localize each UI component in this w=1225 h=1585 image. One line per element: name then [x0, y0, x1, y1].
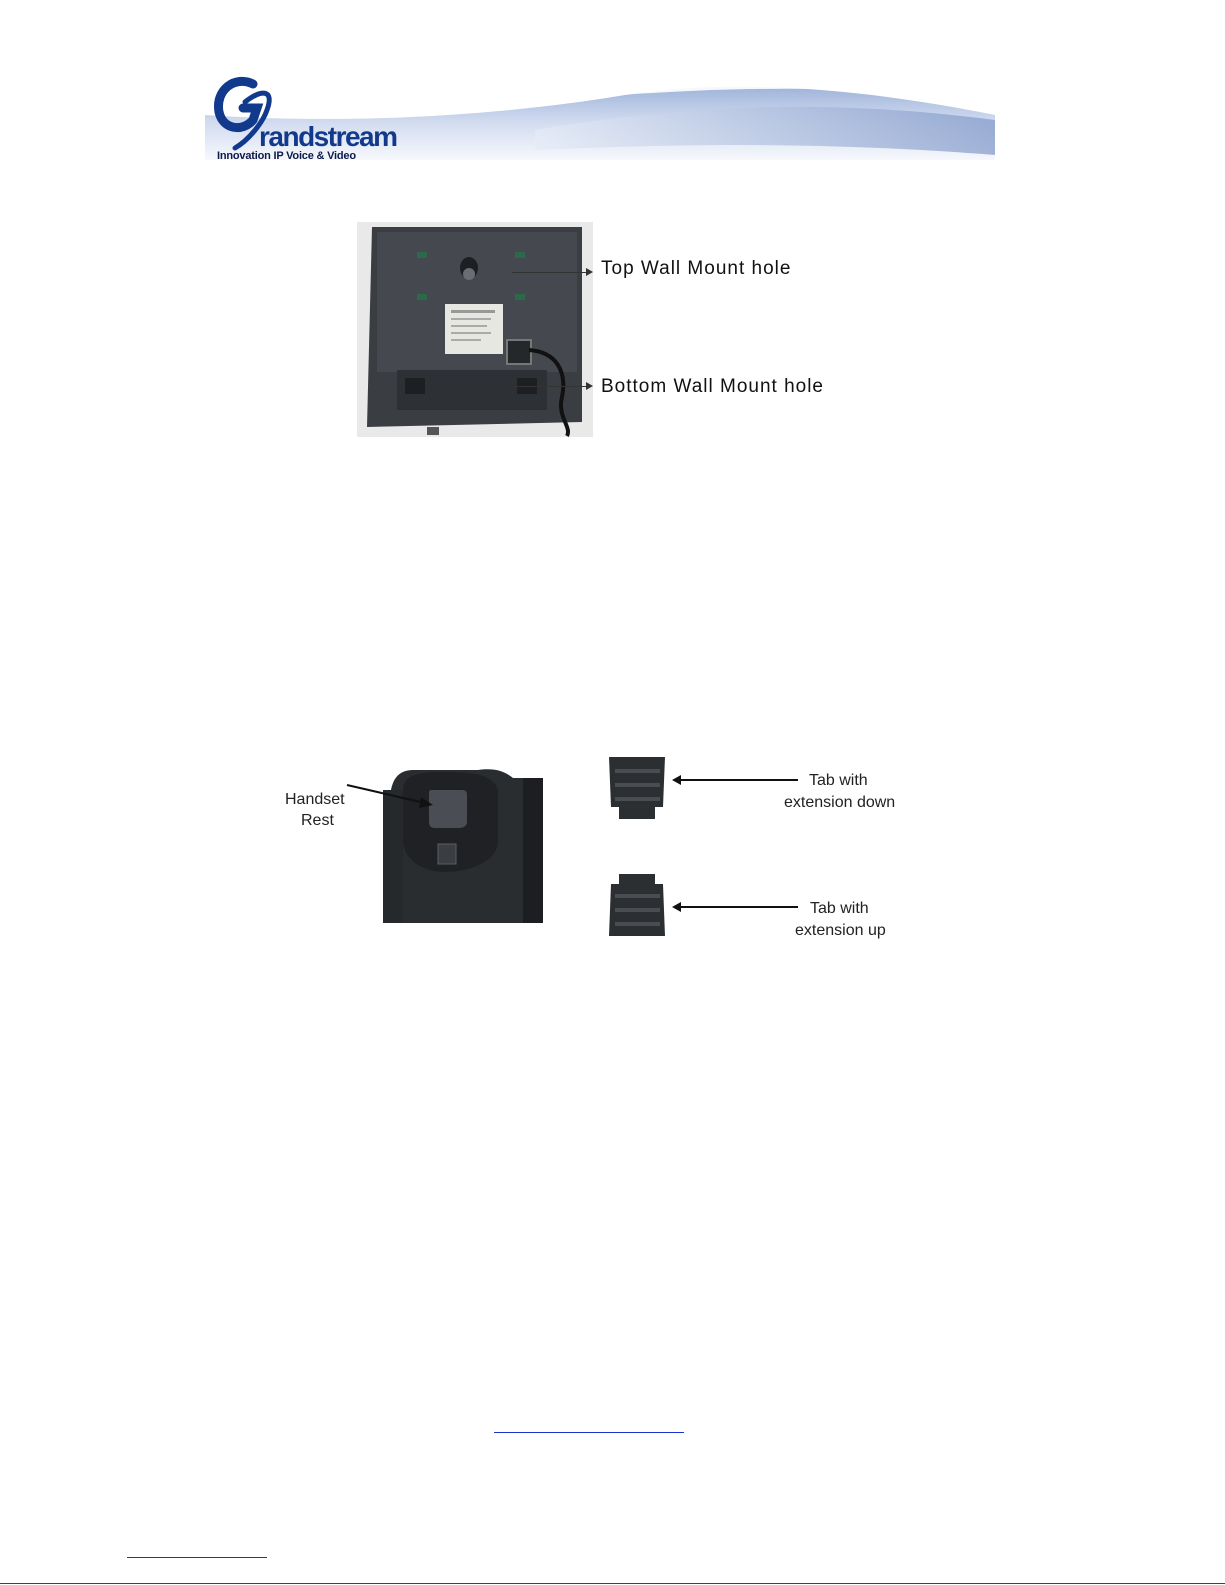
- tab-extension-down-photo: [605, 757, 670, 820]
- bottom-wall-mount-arrow: [512, 386, 588, 387]
- svg-text:randstream: randstream: [259, 121, 397, 152]
- tab-up-label-line1: Tab with: [810, 900, 869, 917]
- tab-extension-up-photo: [605, 874, 670, 937]
- tab-down-arrow: [680, 779, 798, 781]
- bottom-wall-mount-arrowhead: [586, 382, 593, 390]
- footer-page-link-underline[interactable]: [127, 1557, 267, 1558]
- handset-rest-arrow: [345, 775, 435, 815]
- top-wall-mount-label: Top Wall Mount hole: [601, 258, 792, 279]
- footer-link-underline[interactable]: [494, 1432, 684, 1433]
- tab-up-arrow: [680, 906, 798, 908]
- tab-down-label-line2: extension down: [784, 794, 896, 811]
- handset-rest-label-line1: Handset: [285, 791, 345, 808]
- tab-up-label-line2: extension up: [795, 922, 886, 939]
- grandstream-logo: [218, 81, 397, 152]
- handset-rest-label-line2: Rest: [301, 812, 334, 829]
- tab-down-label-line1: Tab with: [809, 772, 868, 789]
- footer-rule: [0, 1583, 1225, 1584]
- wall-mount-photo: [357, 222, 593, 437]
- top-wall-mount-arrowhead: [586, 268, 593, 276]
- bottom-wall-mount-label: Bottom Wall Mount hole: [601, 376, 824, 397]
- top-wall-mount-arrow: [512, 272, 588, 273]
- brand-tagline: Innovation IP Voice & Video: [217, 150, 356, 162]
